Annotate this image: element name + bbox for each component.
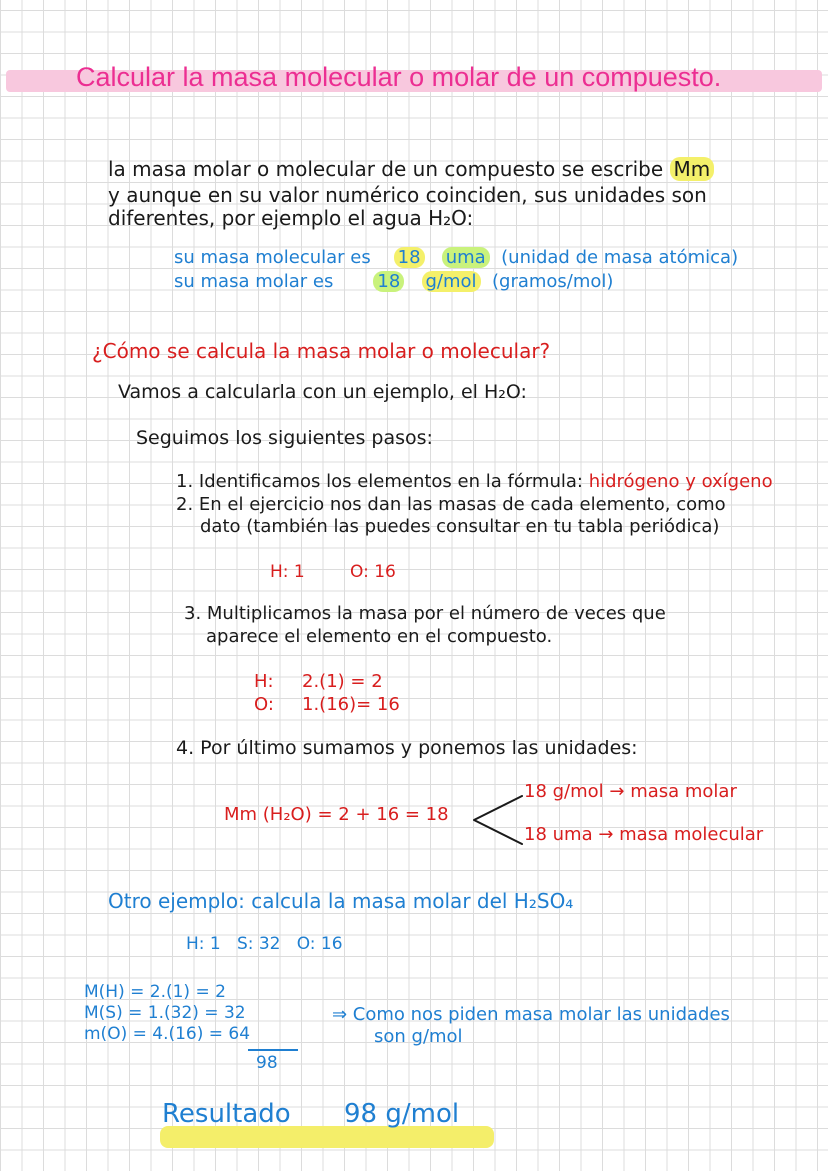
calc-row-h: M(H) = 2.(1) = 2 — [84, 982, 226, 1002]
mass-h: H: 1 — [270, 562, 305, 582]
water-molecular-label: su masa molecular es — [174, 247, 371, 268]
water-molar-unit: g/mol — [422, 271, 481, 292]
step-1-text: 1. Identificamos los elementos en la fórmula: — [176, 471, 583, 492]
calc-row-s: M(S) = 1.(32) = 32 — [84, 1003, 246, 1023]
result-label: Resultado — [162, 1099, 291, 1129]
water-molar-value: 18 — [373, 271, 404, 292]
water-molar-note: (gramos/mol) — [492, 271, 614, 292]
mm-symbol: Mm — [670, 157, 715, 181]
page-title: Calcular la masa molecular o molar de un compuesto. — [76, 62, 722, 92]
example-intro: Vamos a calcularla con un ejemplo, el H₂O: — [118, 381, 527, 403]
question-heading: ¿Cómo se calcula la masa molar o molecular? — [92, 339, 551, 363]
step-2-line-2: dato (también las puedes consultar en tu tabla periódica) — [200, 516, 720, 537]
step-3-o-expr: 1.(16)= 16 — [302, 694, 400, 715]
water-molecular-note: (unidad de masa atómica) — [501, 247, 739, 268]
intro-line-1-text: la masa molar o molecular de un compuesto se escribe — [108, 157, 664, 181]
step-3-line-1: 3. Multiplicamos la masa por el número de veces que — [184, 603, 666, 624]
sum-branch-molar: 18 g/mol → masa molar — [524, 781, 737, 802]
sum-underline — [248, 1049, 298, 1051]
step-3-h-expr: 2.(1) = 2 — [302, 671, 383, 692]
intro-line-2: y aunque en su valor numérico coinciden, sus unidades son — [108, 183, 707, 207]
result-value: 98 g/mol — [344, 1099, 460, 1129]
step-3-line-2: aparece el elemento en el compuesto. — [206, 626, 553, 647]
branch-bracket-icon — [466, 790, 526, 850]
step-3-o-label: O: — [254, 694, 274, 715]
step-4: 4. Por último sumamos y ponemos las unidades: — [176, 737, 638, 759]
step-1 — [176, 472, 773, 493]
calc-total: 98 — [256, 1053, 278, 1073]
water-molar-row — [174, 272, 613, 293]
step-2-line-1: 2. En el ejercicio nos dan las masas de cada elemento, como — [176, 494, 726, 515]
sum-expression: Mm (H₂O) = 2 + 16 = 18 — [224, 804, 449, 825]
second-example-note-2: son g/mol — [374, 1026, 463, 1047]
mass-o: O: 16 — [350, 562, 396, 582]
intro-line-1 — [108, 158, 714, 181]
water-molecular-value: 18 — [394, 247, 425, 268]
second-example-note-1: ⇒ Como nos piden masa molar las unidades — [332, 1004, 730, 1025]
water-molecular-row — [174, 248, 738, 269]
water-molar-label: su masa molar es — [174, 271, 334, 292]
second-example-masses: H: 1 S: 32 O: 16 — [186, 934, 343, 954]
calc-row-o: m(O) = 4.(16) = 64 — [84, 1024, 251, 1044]
intro-line-3: diferentes, por ejemplo el agua H₂O: — [108, 206, 474, 230]
step-1-answer: hidrógeno y oxígeno — [588, 471, 773, 492]
step-3-h-label: H: — [254, 671, 274, 692]
second-example-heading: Otro ejemplo: calcula la masa molar del H₂SO₄ — [108, 889, 574, 913]
steps-intro: Seguimos los siguientes pasos: — [136, 427, 433, 449]
sum-branch-molecular: 18 uma → masa molecular — [524, 824, 764, 845]
water-molecular-unit: uma — [442, 247, 490, 268]
